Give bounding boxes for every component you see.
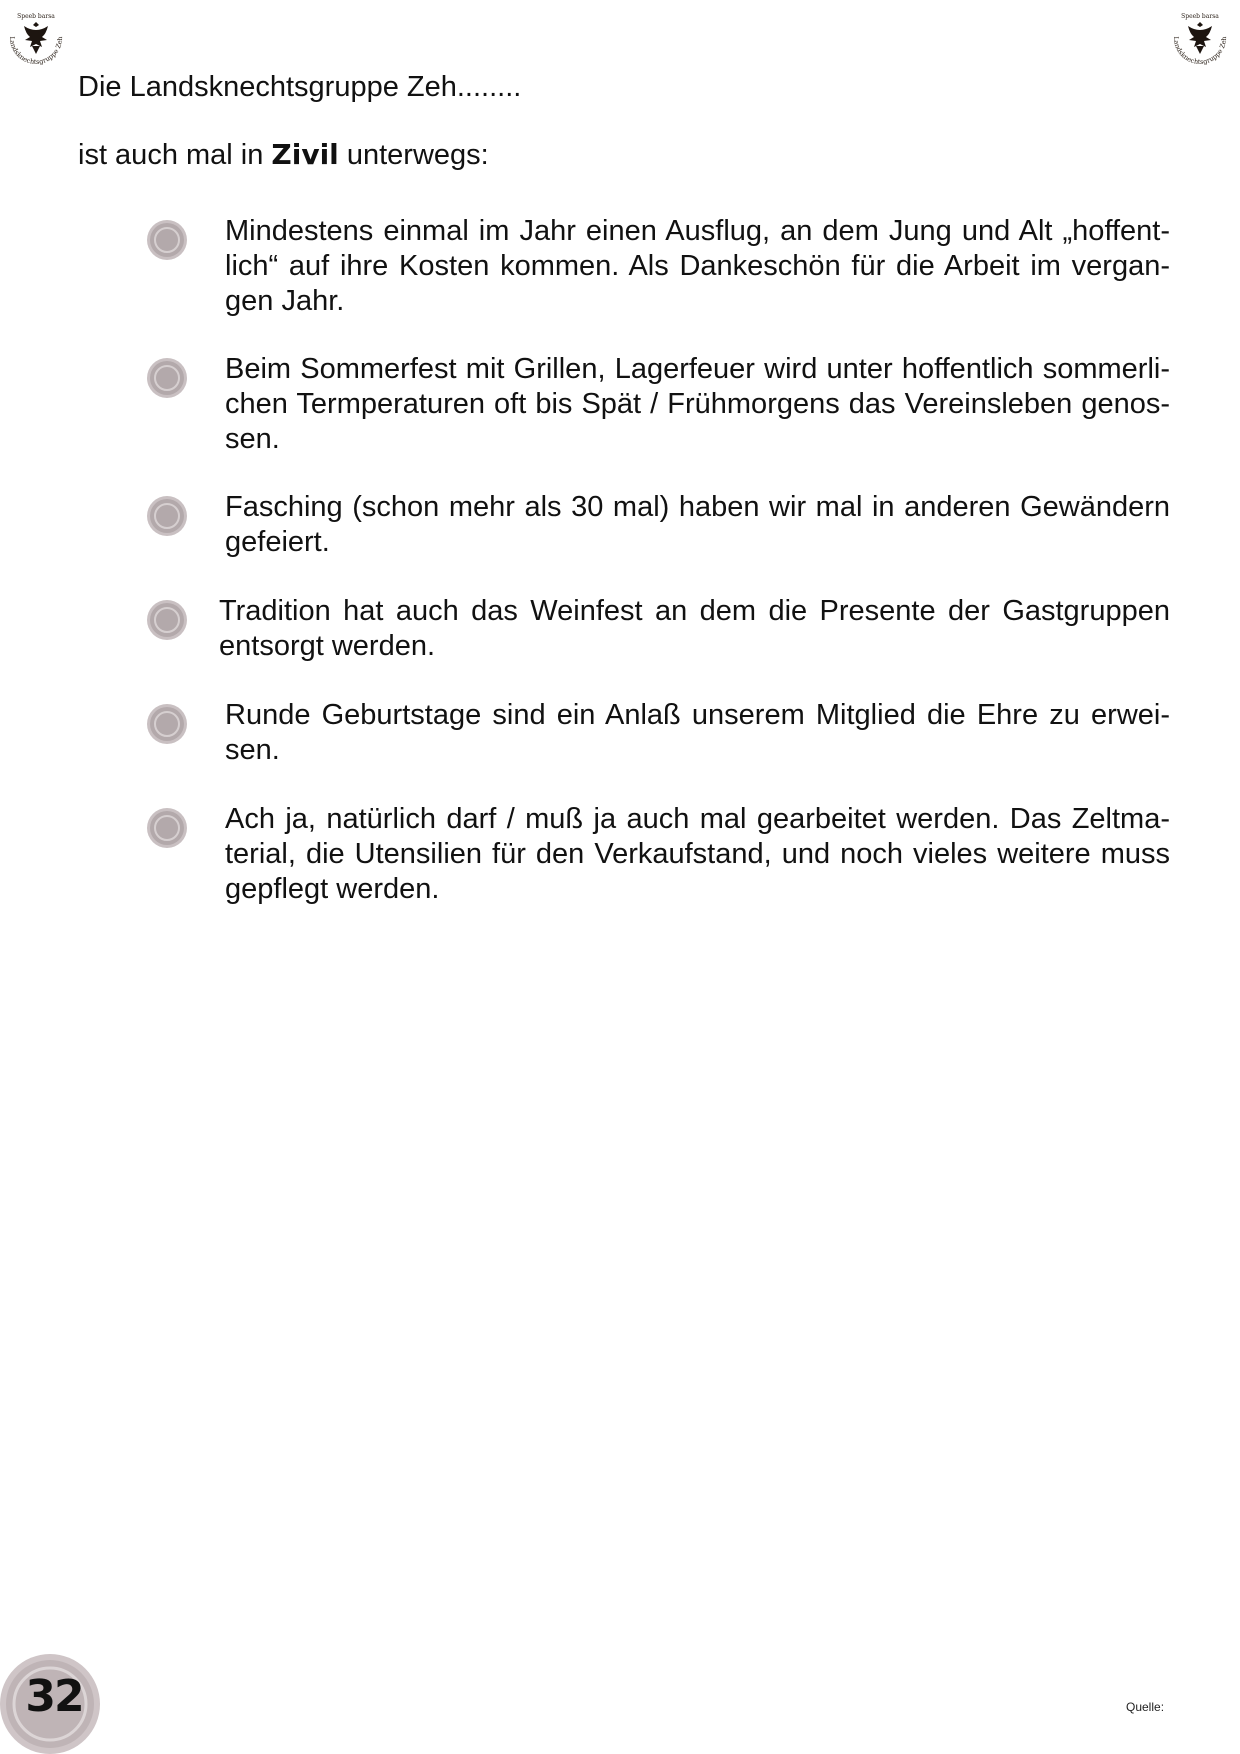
coin-bullet-icon: [145, 218, 189, 262]
list-item: [145, 802, 1170, 912]
eagle-crest-logo-left: [2, 8, 70, 76]
coin-bullet-icon: [145, 598, 189, 642]
page-title: Die Landsknechtsgruppe Zeh........: [78, 71, 522, 103]
eagle-crest-icon: [24, 22, 48, 54]
eagle-crest-icon: [1188, 22, 1212, 54]
subtitle-prefix: ist auch mal in: [78, 139, 272, 171]
eagle-crest-logo-right: [1166, 8, 1234, 76]
list-item-text: Ach ja, natürlich darf / muß ja auch mal gearbeitet werden. Das Zeltma-terial, die Utensilien für den Verkaufstand, und noch vieles weitere muss gepflegt werden.: [225, 803, 1170, 905]
logo-top-text: Speeb barsa: [17, 13, 55, 20]
page-subtitle: [78, 138, 489, 172]
logo-ring-text: Landsknechtsgruppe Zeh: [7, 36, 65, 67]
list-item-text: Tradition hat auch das Weinfest an dem die Presente der Gastgruppen entsorgt werden.: [219, 595, 1170, 662]
logo-top-text: Speeb barsa: [1181, 13, 1219, 20]
list-item-text: Runde Geburtstage sind ein Anlaß unserem Mitglied die Ehre zu erwei-sen.: [225, 699, 1170, 766]
source-label: Quelle:: [1126, 1700, 1165, 1714]
subtitle-suffix: unterwegs:: [338, 139, 489, 171]
list-item-text: Beim Sommerfest mit Grillen, Lagerfeuer wird unter hoffentlich sommerli-chen Termperaturen oft bis Spät / Frühmorgens das Vereinsleben genos-sen.: [225, 353, 1170, 455]
coin-bullet-icon: [145, 806, 189, 850]
list-item: [145, 352, 1170, 462]
list-item: [145, 214, 1170, 324]
coin-bullet-icon: [145, 702, 189, 746]
list-item-text: Fasching (schon mehr als 30 mal) haben wir mal in anderen Gewändern gefeiert.: [225, 491, 1170, 558]
list-item-text: Mindestens einmal im Jahr einen Ausflug, an dem Jung und Alt „hoffent-lich“ auf ihre Kosten kommen. Als Dankeschön für die Arbeit im vergan-gen Jahr.: [225, 215, 1170, 317]
page-number: 32: [25, 1671, 83, 1722]
logo-ring-text: Landsknechtsgruppe Zeh: [1171, 36, 1229, 67]
coin-bullet-icon: [145, 494, 189, 538]
list-item: [145, 698, 1170, 808]
list-item: [145, 594, 1170, 704]
list-item: [145, 490, 1170, 600]
coin-bullet-icon: [145, 356, 189, 400]
subtitle-emphasis: Zivil: [271, 138, 339, 171]
